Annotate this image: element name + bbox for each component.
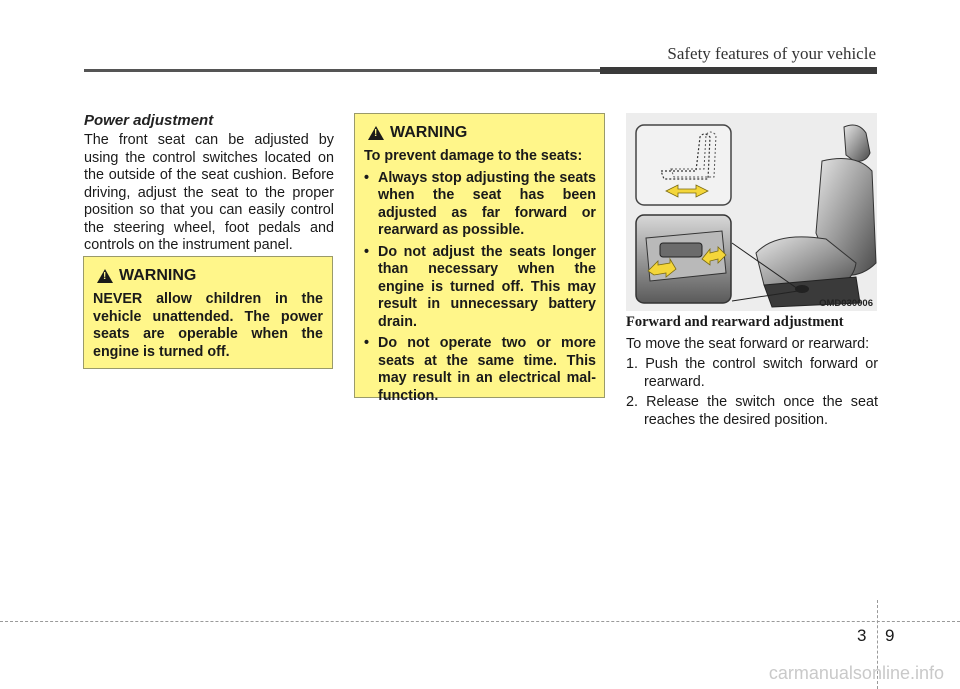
figure-code: OMD030006: [819, 298, 873, 309]
warning-list-item: • Do not adjust the seats longer than necessary when the engine is turned off. This may result in unnecessary battery drain.: [364, 244, 596, 332]
warning-list-item: • Always stop adjusting the seats when the seat has been adjusted as far forward or rearward as possible.: [364, 170, 596, 240]
warning-triangle-icon: [368, 126, 384, 140]
instruction-steps: [626, 356, 878, 432]
header-rule-accent: [600, 67, 877, 74]
warning-box-children: [83, 256, 333, 369]
warning-intro: To prevent damage to the seats:: [364, 148, 583, 164]
instruction-step: 2. Release the switch once the seat reaches the desired position.: [626, 394, 878, 428]
warning-box-seat-damage: [354, 113, 605, 404]
power-adjustment-heading: Power adjustment: [84, 112, 214, 129]
section-title: Safety features of your vehicle: [667, 44, 876, 63]
instructions-intro: To move the seat forward or rearward:: [626, 336, 870, 352]
watermark: carmanualsonline.info: [768, 663, 944, 683]
warning-header: [97, 267, 323, 285]
warning-header: [368, 124, 596, 142]
chapter-number: 3: [857, 626, 867, 645]
page-number: 9: [885, 626, 895, 645]
warning-title: WARNING: [119, 267, 197, 284]
warning-list-item: • Do not operate two or more seats at the same time. This may result in an electrical mal-function.: [364, 335, 596, 405]
figure-caption-title: Forward and rearward adjustment: [626, 314, 844, 330]
power-adjustment-paragraph: The front seat can be adjusted by using the control switches located on the outside of the seat cushion. Before driving, adjust the seat to the proper position so that you can easily control the steering wheel, foot pedals and controls on the instrument panel.: [84, 132, 334, 253]
seat-illustration: [626, 113, 877, 311]
warning-list: [364, 170, 596, 406]
warning-triangle-icon: [97, 269, 113, 283]
instruction-step: 1. Push the control switch forward or rearward.: [626, 356, 878, 390]
warning-title: WARNING: [390, 124, 468, 141]
seat-adjustment-figure: [626, 113, 877, 311]
footer-rule: [0, 621, 960, 622]
warning-text: NEVER allow children in the vehicle unattended. The power seats are operable when the engine is turned off.: [93, 291, 323, 360]
